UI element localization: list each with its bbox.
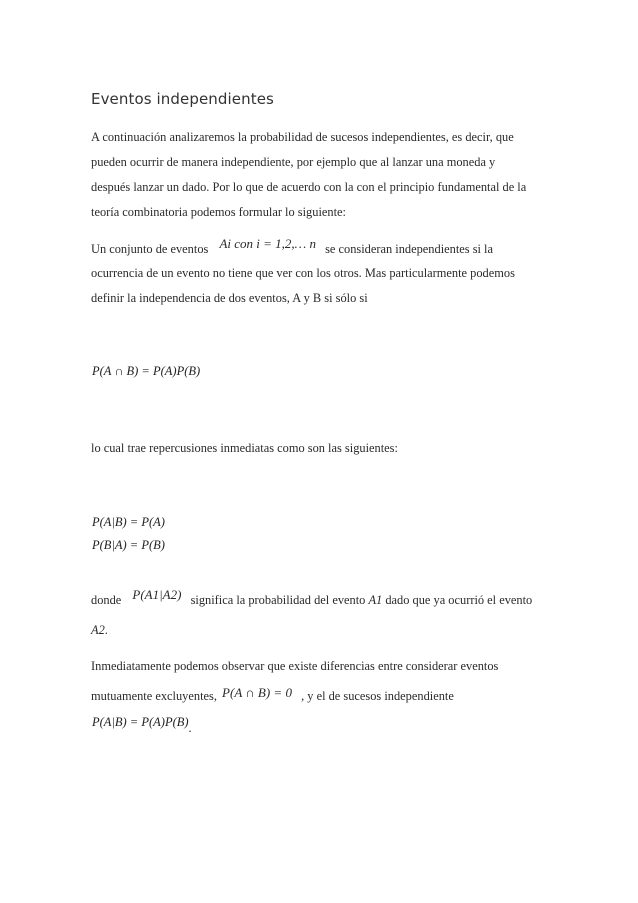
- paragraph-1-line-3: después lanzar un dado. Por lo que de acuerdo con la con el principio fundamental de la: [91, 180, 527, 194]
- paragraph-2-line-3: definir la independencia de dos eventos, A y B si sólo si: [91, 291, 368, 305]
- paragraph-4-end: .: [104, 623, 108, 637]
- paragraph-5-line-2: [91, 685, 454, 704]
- paragraph-4-text-before: donde: [91, 593, 122, 607]
- paragraph-2-line-2: ocurrencia de un evento no tiene que ver con los otros. Mas particularmente podemos: [91, 266, 515, 280]
- paragraph-4-line-2: [91, 623, 108, 638]
- paragraph-2-text-before: Un conjunto de eventos: [91, 242, 209, 256]
- formula-independence: P(A ∩ B) = P(A)P(B): [92, 364, 201, 378]
- paragraph-1-line-4: teoría combinatoria podemos formular lo siguiente:: [91, 205, 346, 219]
- paragraph-4-text-after: dado que ya ocurrió el evento: [385, 593, 533, 607]
- event-a1: A1: [368, 593, 383, 607]
- formula-final: [92, 715, 192, 735]
- paragraph-1-line-2: pueden ocurrir de manera independiente, por ejemplo que al lanzar una moneda y: [91, 155, 496, 169]
- paragraph-2-line-1: [91, 236, 494, 257]
- formula-conditional-a-given-b: P(A|B) = P(A): [92, 515, 165, 529]
- paragraph-5-line-1: Inmediatamente podemos observar que existe diferencias entre considerar eventos: [91, 659, 499, 673]
- paragraph-4-text-middle: significa la probabilidad del evento: [190, 593, 366, 607]
- formula-final-expression: P(A|B) = P(A)P(B): [92, 715, 189, 729]
- paragraph-5-text-before: mutuamente excluyentes,: [91, 689, 217, 703]
- paragraph-5-text-after: , y el de sucesos independiente: [301, 689, 454, 703]
- paragraph-2-text-after: se consideran independientes si la: [325, 242, 494, 256]
- conditional-probability-formula: P(A1|A2): [132, 587, 182, 602]
- paragraph-4-line-1: [91, 587, 533, 608]
- document-heading: Eventos independientes: [91, 90, 274, 108]
- mutually-exclusive-formula: P(A ∩ B) = 0: [222, 685, 292, 700]
- paragraph-1-line-1: A continuación analizaremos la probabilidad de sucesos independientes, es decir, que: [91, 130, 514, 144]
- formula-conditional-b-given-a: P(B|A) = P(B): [92, 538, 165, 552]
- events-set-formula: Ai con i = 1,2,… n: [219, 236, 316, 251]
- formula-final-period: .: [188, 721, 192, 735]
- paragraph-3: lo cual trae repercusiones inmediatas como son las siguientes:: [91, 441, 398, 455]
- event-a2: A2: [91, 623, 105, 637]
